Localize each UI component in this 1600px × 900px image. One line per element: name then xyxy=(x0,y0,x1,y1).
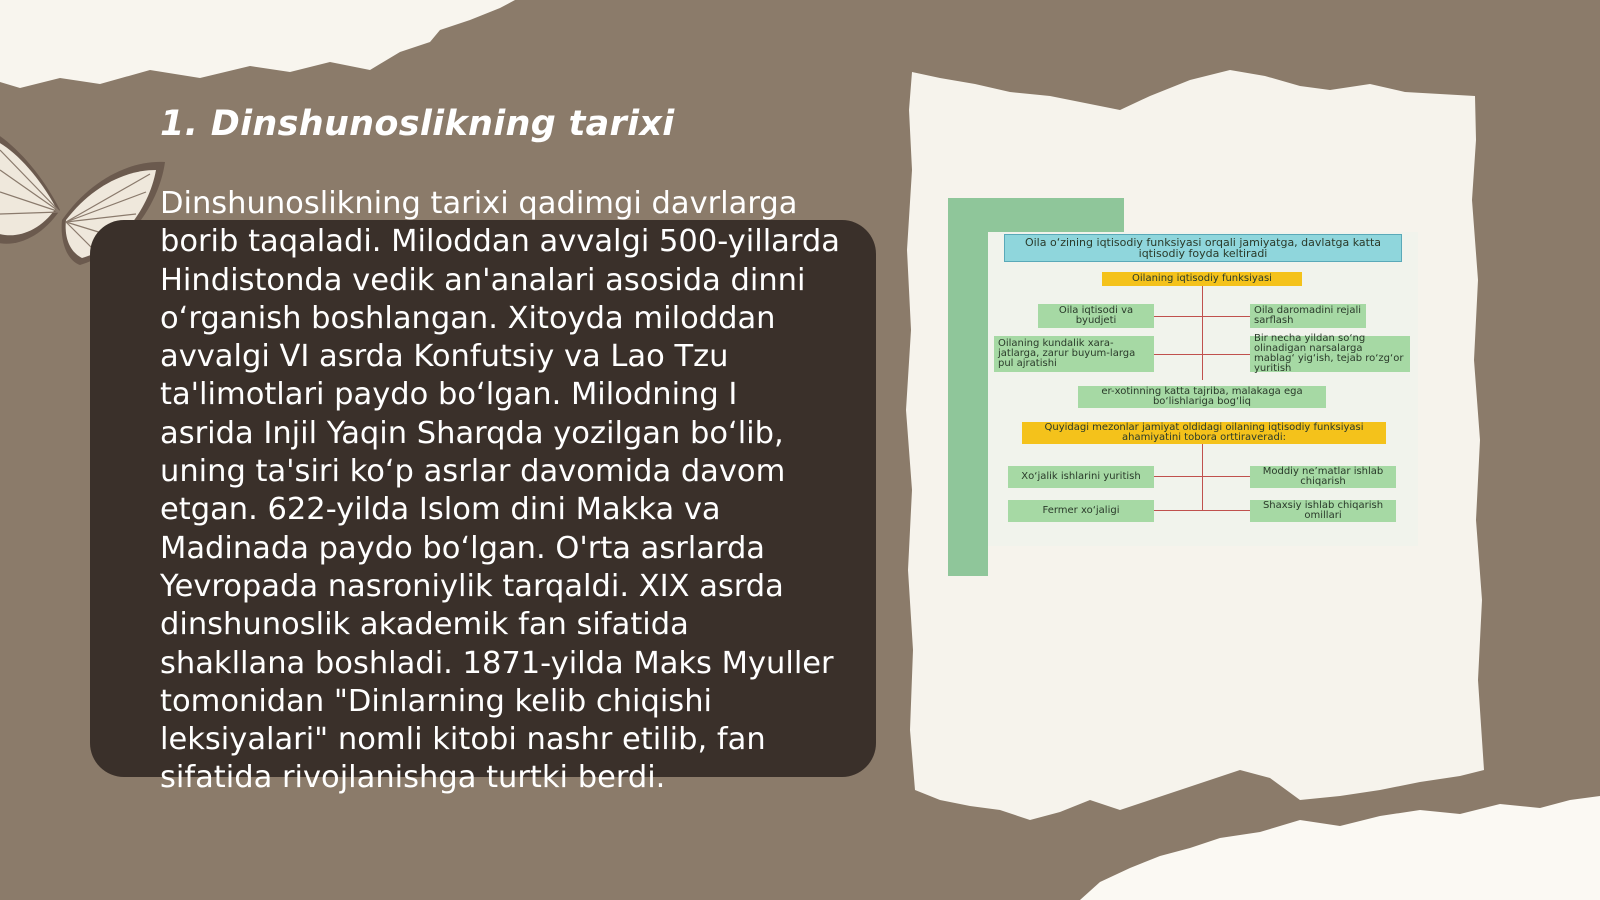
diagram-line xyxy=(1154,476,1250,477)
slide-title: 1. Dinshunoslikning tarixi xyxy=(160,104,675,144)
diagram-line xyxy=(1154,354,1250,355)
diagram-box-right-2: Bir necha yildan so‘ng olinadigan narsalarga mablag‘ yig‘ish, tejab ro‘zg‘or yuritish xyxy=(1250,336,1410,372)
diagram-line xyxy=(1154,510,1250,511)
diagram-box-left-3: Xo‘jalik ishlarini yuritish xyxy=(1008,466,1154,488)
diagram-box-left-4: Fermer xo‘jaligi xyxy=(1008,500,1154,522)
diagram-line xyxy=(1154,316,1250,317)
diagram-image xyxy=(948,198,1458,576)
slide-body-text: Dinshunoslikning tarixi qadimgi davrlarga borib taqaladi. Miloddan avvalgi 500-yillarda Hindistonda vedik an'analari asosida dinni o‘rganish boshlangan. Xitoyda miloddan avvalgi VI asrda Konfutsiy va Lao Tzu ta'limotlari paydo bo‘lgan. Milodning I asrida Injil Yaqin Sharqda yozilgan bo‘lib, uning ta'siri ko‘p asrlar davomida davom etgan. 622-yilda Islom dini Makka va Madinada paydo bo‘lgan. O'rta asrlarda Yevropada nasroniylik tarqaldi. XIX asrda dinshunoslik akademik fan sifatida shakllana boshladi. 1871-yilda Maks Myuller tomonidan "Dinlarning kelib chiqishi leksiyalari" nomli kitobi nashr etilib, fan sifatida rivojlanishga turtki berdi. xyxy=(160,186,840,796)
diagram-header-box: Oilaning iqtisodiy funksiyasi xyxy=(1102,272,1302,286)
diagram-box-right-3: Moddiy ne’matlar ishlab chiqarish xyxy=(1250,466,1396,488)
diagram-line xyxy=(1202,284,1203,380)
diagram-box-left-2: Oilaning kundalik xara-jatlarga, zarur buyum-larga pul ajratishi xyxy=(994,336,1154,372)
diagram-banner-box: Quyidagi mezonlar jamiyat oldidagi oilaning iqtisodiy funksiyasi ahamiyatini tobora orttiravеradi: xyxy=(1022,422,1386,444)
diagram-box-left-1: Oila iqtisodi va byudjeti xyxy=(1038,304,1154,328)
diagram-box-right-1: Oila daromadini rejali sarflash xyxy=(1250,304,1366,328)
diagram-middle-box: er-xotinning katta tajriba, malakaga ega bo‘lishlariga bog‘liq xyxy=(1078,386,1326,408)
torn-paper-top-left xyxy=(0,0,515,88)
diagram-box-right-4: Shaxsiy ishlab chiqarish omillari xyxy=(1250,500,1396,522)
torn-paper-bottom-right xyxy=(1080,796,1600,900)
diagram-top-box: Oila o‘zining iqtisodiy funksiyasi orqali jamiyatga, davlatga katta iqtisodiy foyda keltiradi xyxy=(1004,234,1402,262)
diagram-line xyxy=(1202,444,1203,510)
